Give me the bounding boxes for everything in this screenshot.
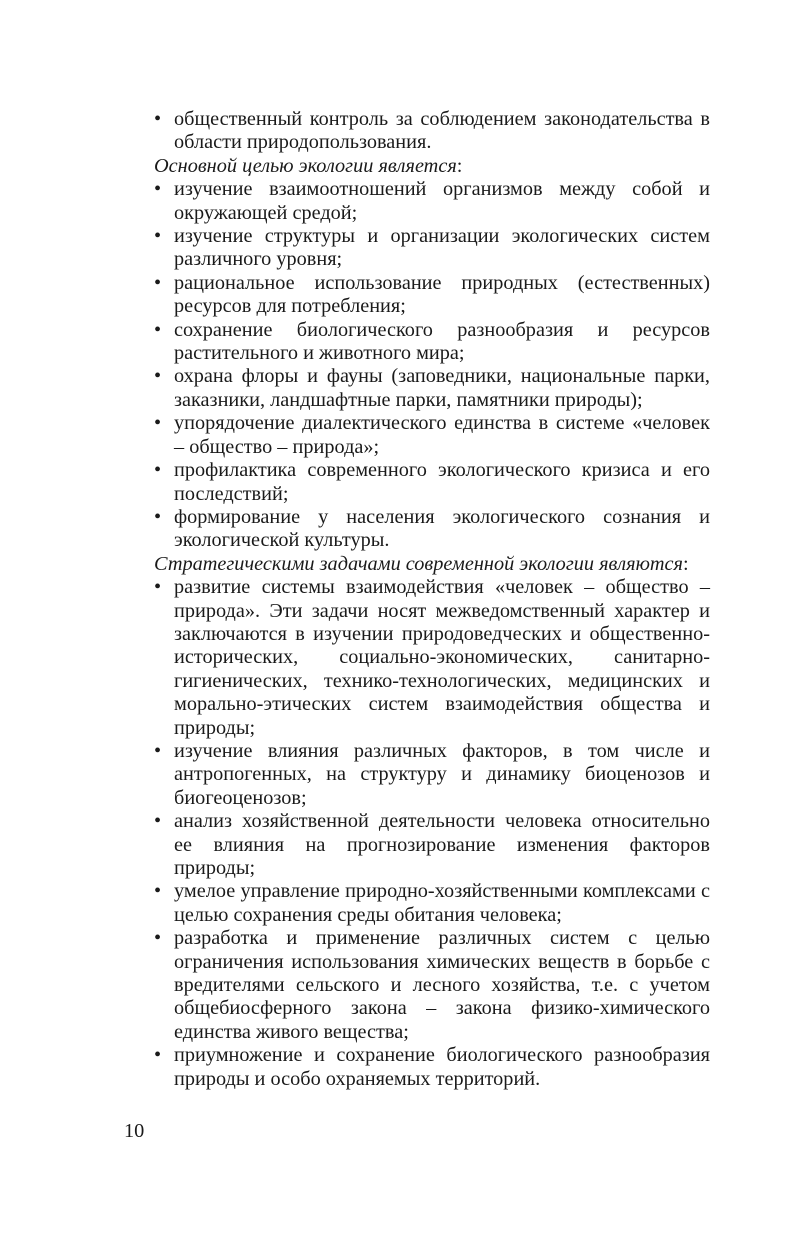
bullet-marker: •	[154, 108, 162, 130]
bullet-list-item	[152, 506, 710, 553]
bullet-marker: •	[154, 1044, 162, 1067]
page-number: 10	[124, 1120, 145, 1142]
bullet-list-item	[152, 225, 710, 272]
bullet-marker: •	[154, 739, 162, 762]
bullet-list-item	[152, 810, 710, 880]
bullet-text: разработка и применение различных систем с целью ограничения использования химических веществ в борьбе с вредителями сельского и лесного хозяйства, т.е. с учетом общебиосферного закона – закона физико-химического единства живого вещества;	[174, 927, 710, 1043]
bullet-marker: •	[154, 459, 162, 482]
bullet-list-item	[152, 459, 710, 506]
bullet-marker: •	[154, 927, 162, 950]
bullet-list-item	[152, 365, 710, 412]
bullet-list-item	[152, 108, 710, 155]
bullet-list-item	[152, 319, 710, 366]
section-heading-text: Основной целью экологии является	[154, 154, 457, 177]
bullet-text: сохранение биологического разнообразия и ресурсов растительного и животного мира;	[174, 318, 710, 365]
section-heading-colon: :	[682, 552, 689, 575]
page-body-text	[152, 108, 710, 1091]
bullet-list-item	[152, 178, 710, 225]
bullet-text: умелое управление природно-хозяйственными комплексами с целью сохранения среды обитания человека;	[174, 880, 710, 926]
bullet-list-item	[152, 576, 710, 740]
bullet-marker: •	[154, 505, 162, 528]
section-heading-text: Стратегическими задачами современной экологии являются	[154, 552, 683, 575]
bullet-marker: •	[154, 178, 162, 201]
bullet-text: формирование у населения экологического сознания и экологической культуры.	[174, 505, 710, 552]
bullet-text: упорядочение диалектического единства в системе «человек – общество – природа»;	[174, 412, 710, 458]
bullet-list-item	[152, 927, 710, 1044]
bullet-text: приумножение и сохранение биологического разнообразия природы и особо охраняемых территорий.	[174, 1044, 710, 1090]
bullet-marker: •	[154, 271, 162, 294]
bullet-text: профилактика современного экологического кризиса и его последствий;	[174, 459, 710, 505]
bullet-text: изучение структуры и организации экологических систем различного уровня;	[174, 225, 710, 271]
section-heading-colon: :	[456, 154, 463, 177]
bullet-marker: •	[154, 880, 162, 903]
bullet-text: изучение взаимоотношений организмов между собой и окружающей средой;	[174, 178, 710, 224]
bullet-text: анализ хозяйственной деятельности человека относительно ее влияния на прогнозирование изменения факторов природы;	[174, 810, 710, 879]
bullet-list-item	[152, 272, 710, 319]
bullet-list-item	[152, 1044, 710, 1091]
bullet-marker: •	[154, 225, 162, 248]
bullet-list-item	[152, 880, 710, 927]
bullet-text: изучение влияния различных факторов, в том числе и антропогенных, на структуру и динамику биоценозов и биогеоценозов;	[174, 739, 710, 809]
bullet-text: охрана флоры и фауны (заповедники, национальные парки, заказники, ландшафтные парки, памятники природы);	[174, 365, 710, 411]
section-heading	[152, 553, 710, 576]
bullet-list-item	[152, 740, 710, 810]
bullet-marker: •	[154, 365, 162, 388]
bullet-marker: •	[154, 810, 162, 833]
bullet-marker: •	[154, 576, 162, 599]
bullet-marker: •	[154, 318, 162, 341]
bullet-marker: •	[154, 412, 162, 435]
bullet-text: рациональное использование природных (естественных) ресурсов для потребления;	[174, 271, 710, 318]
bullet-list-item	[152, 412, 710, 459]
section-heading	[152, 155, 710, 178]
bullet-text: общественный контроль за соблюдением законодательства в области природопользования.	[174, 108, 710, 154]
bullet-text: развитие системы взаимодействия «человек – общество – природа». Эти задачи носят межведомственный характер и заключаются в изучении природоведческих и общественно-исторических, социально-экономических, санитарно-гигиенических, технико-технологических, медицинских и морально-этических систем взаимодействия общества и природы;	[174, 576, 710, 739]
